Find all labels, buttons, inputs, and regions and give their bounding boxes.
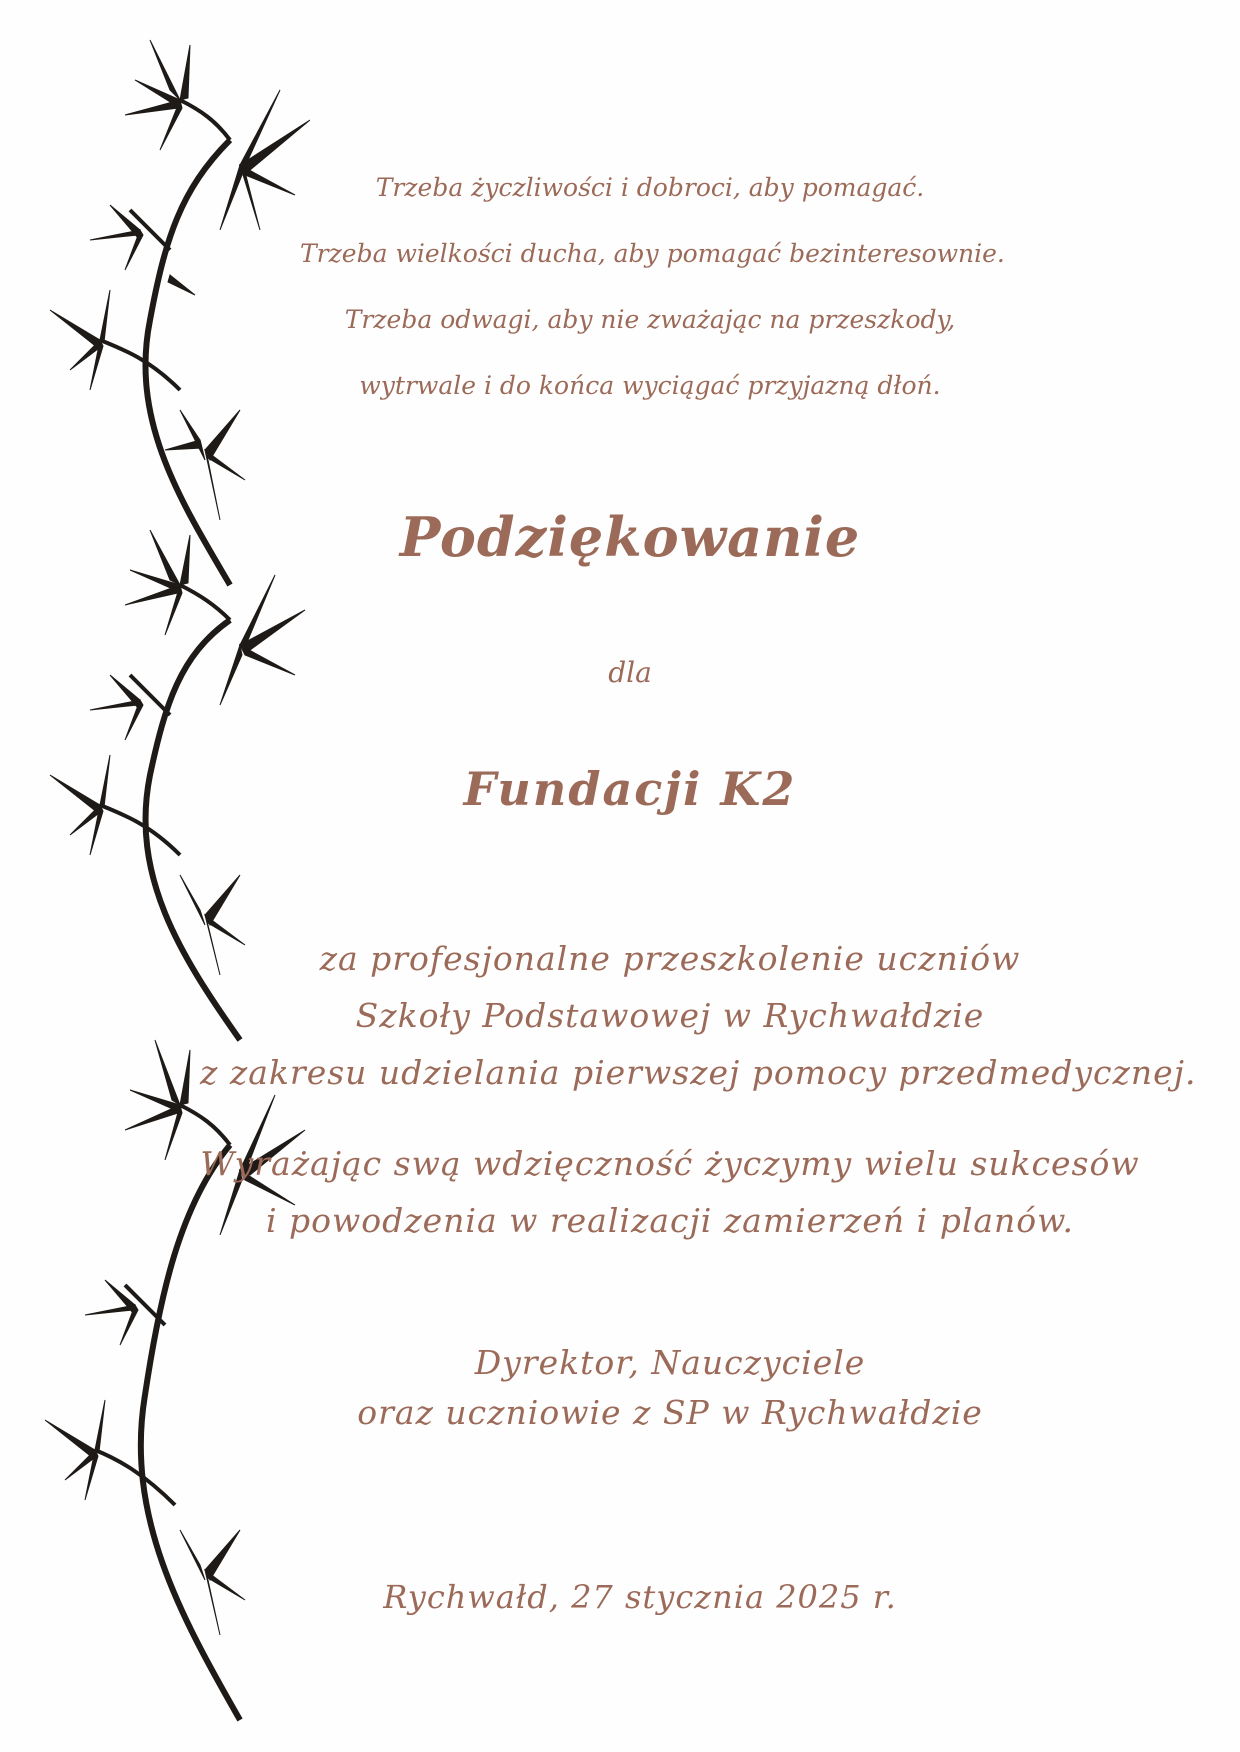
signature-block [300,1338,1040,1438]
reason-line: Szkoły Podstawowej w Rychwałdzie [355,996,985,1035]
signature-line: oraz uczniowie z SP w Rychwałdzie [357,1393,983,1432]
quote-line: Trzeba wielkości ducha, aby pomagać bezinteresownie. [300,239,1005,268]
quote-line: wytrwale i do końca wyciągać przyjazną dłoń. [359,371,941,400]
bamboo-branch-icon [30,20,310,590]
reason-line: z zakresu udzielania pierwszej pomocy przedmedycznej. [200,1053,1197,1092]
wishes-paragraph [200,1135,1140,1249]
for-label: dla [608,656,652,689]
reason-line: za profesjonalne przeszkolenie uczniów [319,939,1021,978]
quote-line: Trzeba życzliwości i dobroci, aby pomagać. [375,173,925,202]
recipient-name: Fundacji K2 [463,762,797,816]
wish-line: i powodzenia w realizacji zamierzeń i planów. [265,1201,1074,1240]
motto-quote [300,155,1005,419]
signature-line: Dyrektor, Nauczyciele [474,1343,866,1382]
reason-paragraph [200,930,1197,1101]
quote-line: Trzeba odwagi, aby nie zważając na przeszkody, [344,305,956,334]
wish-line: Wyrażając swą wdzięczność życzymy wielu sukcesów [200,1144,1140,1183]
document-title: Podziękowanie [399,505,861,569]
place-and-date: Rychwałd, 27 stycznia 2025 r. [383,1578,897,1616]
